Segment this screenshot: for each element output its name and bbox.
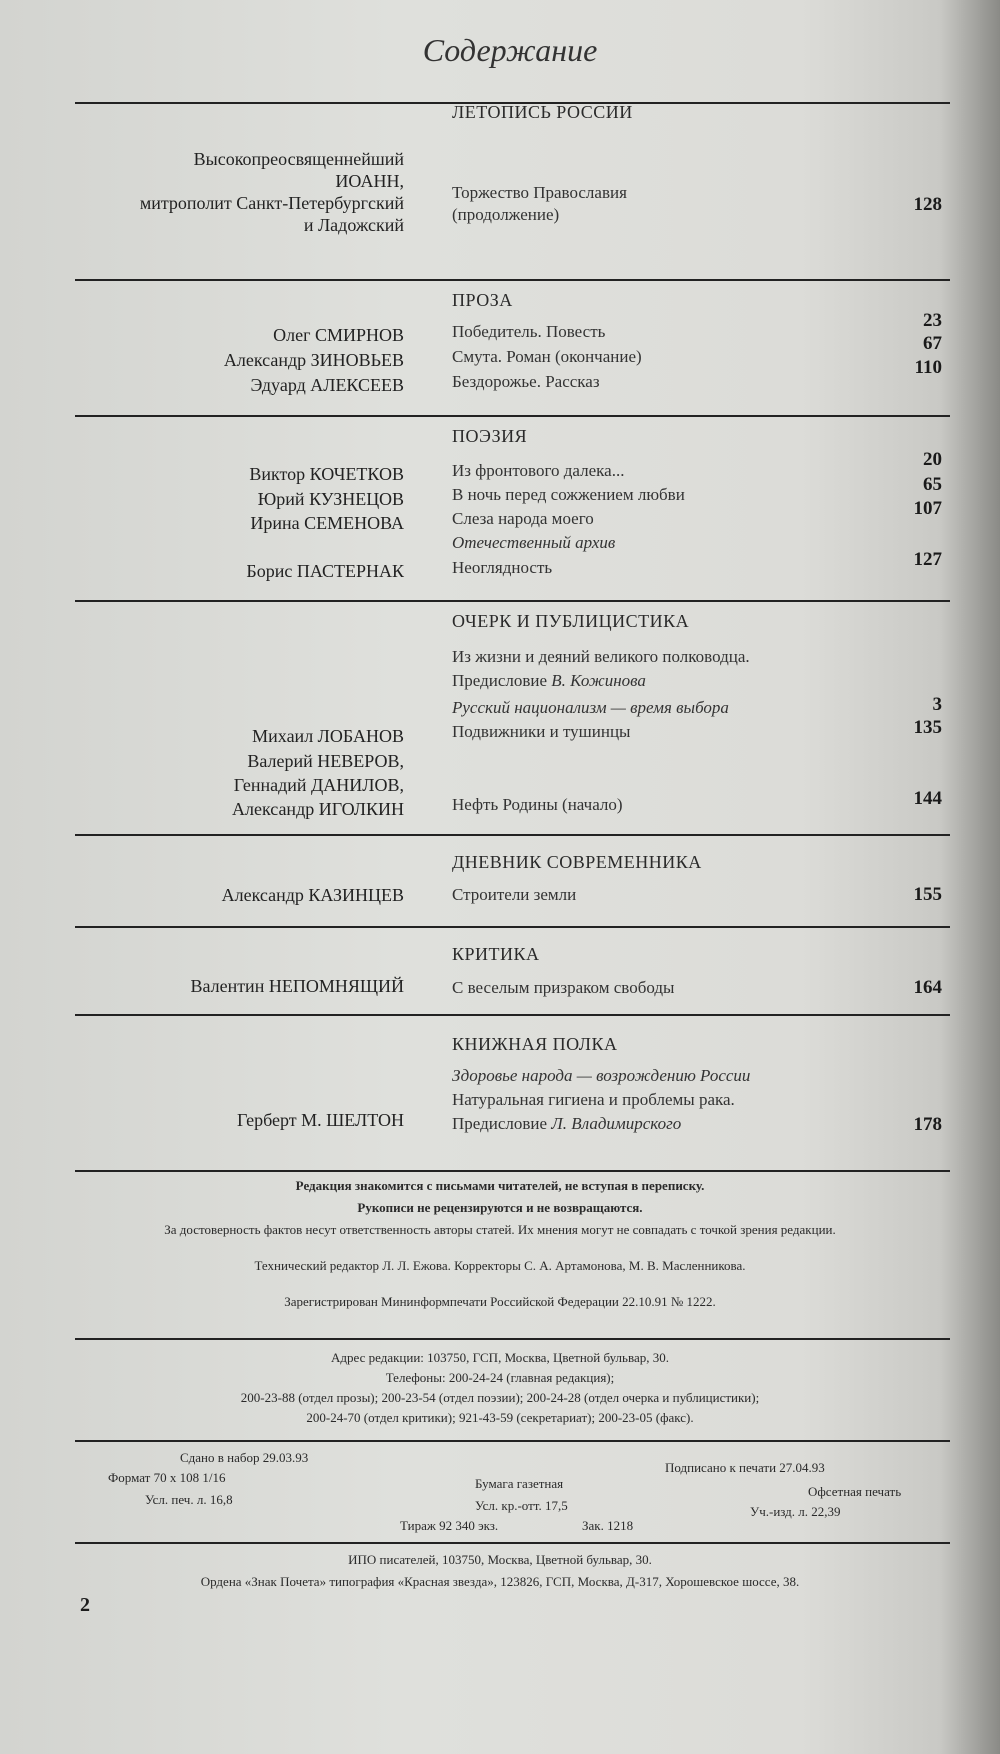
work-title: Подвижники и тушинцы bbox=[452, 722, 631, 741]
divider bbox=[75, 926, 950, 928]
footer-line: Ордена «Знак Почета» типография «Красная звезда», 123826, ГСП, Москва, Д-317, Хорошевское шоссе, 38. bbox=[200, 1574, 800, 1589]
author-name: Михаил ЛОБАНОВ bbox=[252, 726, 404, 746]
section-heading-proza: ПРОЗА bbox=[452, 290, 513, 310]
author-name: Виктор КОЧЕТКОВ bbox=[249, 464, 404, 484]
section-heading-kritika: КРИТИКА bbox=[452, 944, 540, 964]
author-name: Валентин НЕПОМНЯЩИЙ bbox=[190, 976, 404, 996]
work-title: С веселым призраком свободы bbox=[452, 978, 675, 997]
author-name: Эдуард АЛЕКСЕЕВ bbox=[250, 375, 404, 395]
page-ref: 110 bbox=[914, 357, 942, 378]
print-usl-kr: Усл. кр.-отт. 17,5 bbox=[475, 1498, 568, 1513]
section-heading-polka: КНИЖНАЯ ПОЛКА bbox=[452, 1034, 618, 1054]
print-uch-izd: Уч.-изд. л. 22,39 bbox=[750, 1504, 841, 1519]
author-name: Герберт М. ШЕЛТОН bbox=[237, 1110, 404, 1130]
author-name: Ирина СЕМЕНОВА bbox=[250, 513, 404, 533]
author-name: Александр ЗИНОВЬЕВ bbox=[223, 350, 404, 370]
preface-line bbox=[452, 1114, 681, 1134]
notice-line: Рукописи не рецензируются и не возвращаются. bbox=[357, 1200, 643, 1215]
phones-line: 200-24-70 (отдел критики); 921-43-59 (секретариат); 200-23-05 (факс). bbox=[306, 1410, 694, 1425]
phones-line: Телефоны: 200-24-24 (главная редакция); bbox=[385, 1370, 615, 1385]
author-line: Высокопреосвященнейший bbox=[193, 149, 404, 169]
notice-line: За достоверность фактов несут ответственность авторы статей. Их мнения могут не совпадать с точкой зрения редакции. bbox=[164, 1222, 836, 1237]
work-title: Торжество Православия bbox=[452, 183, 627, 202]
divider bbox=[75, 834, 950, 836]
divider bbox=[75, 279, 950, 281]
page-ref: 67 bbox=[923, 333, 942, 354]
page-ref: 178 bbox=[913, 1114, 942, 1135]
divider bbox=[75, 1542, 950, 1544]
work-title: Строители земли bbox=[452, 885, 577, 904]
section-heading-letopis: ЛЕТОПИСЬ РОССИИ bbox=[452, 102, 633, 122]
divider bbox=[75, 1440, 950, 1442]
preface-prefix: Предисловие bbox=[452, 671, 548, 690]
notice-line: Редакция знакомится с письмами читателей, не вступая в переписку. bbox=[295, 1178, 705, 1193]
section-heading-dnevnik: ДНЕВНИК СОВРЕМЕННИКА bbox=[452, 852, 702, 872]
page-ref: 65 bbox=[923, 474, 942, 495]
author-line: митрополит Санкт-Петербургский bbox=[139, 193, 404, 213]
footer-line: ИПО писателей, 103750, Москва, Цветной бульвар, 30. bbox=[348, 1552, 652, 1567]
rubric-label: Отечественный архив bbox=[452, 533, 616, 552]
page-ref: 127 bbox=[913, 549, 942, 570]
divider bbox=[75, 600, 950, 602]
print-usl-pech: Усл. печ. л. 16,8 bbox=[145, 1492, 233, 1507]
work-title: Нефть Родины (начало) bbox=[452, 795, 623, 814]
page-ref: 107 bbox=[913, 498, 942, 519]
preface-line bbox=[452, 671, 646, 691]
page-number: 2 bbox=[80, 1594, 90, 1616]
work-title: Из жизни и деяний великого полководца. bbox=[452, 647, 750, 666]
print-bumaga: Бумага газетная bbox=[475, 1476, 564, 1491]
page-ref: 164 bbox=[913, 977, 942, 998]
work-title: Победитель. Повесть bbox=[452, 322, 606, 341]
author-name: Александр КАЗИНЦЕВ bbox=[221, 885, 404, 905]
work-title: Смута. Роман (окончание) bbox=[452, 347, 642, 366]
tech-editor: Технический редактор Л. Л. Ежова. Корректоры С. А. Артамонова, М. В. Масленникова. bbox=[254, 1258, 746, 1273]
work-title: Из фронтового далека... bbox=[452, 461, 625, 480]
author-name: Александр ИГОЛКИН bbox=[231, 799, 404, 819]
preface-prefix: Предисловие bbox=[452, 1114, 548, 1133]
author-name: Юрий КУЗНЕЦОВ bbox=[257, 489, 404, 509]
work-title: В ночь перед сожжением любви bbox=[452, 485, 685, 504]
phones-line: 200-23-88 (отдел прозы); 200-23-54 (отдел поэзии); 200-24-28 (отдел очерка и публицистики); bbox=[240, 1390, 760, 1405]
page-ref: 155 bbox=[913, 884, 942, 905]
print-tirazh: Тираж 92 340 экз. bbox=[400, 1518, 499, 1533]
author-line: и Ладожский bbox=[303, 215, 404, 235]
work-title: Натуральная гигиена и проблемы рака. bbox=[452, 1090, 735, 1109]
author-name: Валерий НЕВЕРОВ, bbox=[247, 751, 404, 771]
work-title: (продолжение) bbox=[452, 205, 560, 224]
page-ref: 128 bbox=[913, 194, 942, 215]
author-line: ИОАНН, bbox=[335, 171, 404, 191]
page-ref: 3 bbox=[932, 694, 942, 715]
page-title: Содержание bbox=[422, 32, 598, 68]
divider bbox=[75, 1014, 950, 1016]
page-ref: 144 bbox=[913, 788, 942, 809]
work-title: Слеза народа моего bbox=[452, 509, 594, 528]
work-title: Бездорожье. Рассказ bbox=[452, 372, 600, 391]
print-sdano: Сдано в набор 29.03.93 bbox=[180, 1450, 309, 1465]
print-zak: Зак. 1218 bbox=[582, 1518, 634, 1533]
page-ref: 135 bbox=[913, 717, 942, 738]
divider bbox=[75, 1338, 950, 1340]
print-ofset: Офсетная печать bbox=[808, 1484, 902, 1499]
section-heading-poezia: ПОЭЗИЯ bbox=[452, 426, 528, 446]
divider bbox=[75, 415, 950, 417]
work-title: Неоглядность bbox=[452, 558, 553, 577]
address: Адрес редакции: 103750, ГСП, Москва, Цветной бульвар, 30. bbox=[331, 1350, 669, 1365]
divider bbox=[75, 1170, 950, 1172]
author-name: Олег СМИРНОВ bbox=[273, 325, 404, 345]
rubric-label: Здоровье народа — возрождению России bbox=[452, 1066, 751, 1085]
rubric-label: Русский национализм — время выбора bbox=[452, 698, 729, 717]
page-ref: 20 bbox=[923, 449, 942, 470]
author-name: Борис ПАСТЕРНАК bbox=[246, 561, 404, 581]
author-name: Геннадий ДАНИЛОВ, bbox=[233, 775, 404, 795]
preface-author: В. Кожинова bbox=[551, 671, 646, 690]
registration: Зарегистрирован Мининформпечати Российской Федерации 22.10.91 № 1222. bbox=[284, 1294, 716, 1309]
preface-author: Л. Владимирского bbox=[551, 1114, 682, 1133]
print-podpisano: Подписано к печати 27.04.93 bbox=[665, 1460, 825, 1475]
print-format: Формат 70 х 108 1/16 bbox=[108, 1470, 226, 1485]
section-heading-ocherk: ОЧЕРК И ПУБЛИЦИСТИКА bbox=[452, 611, 690, 631]
page-ref: 23 bbox=[923, 310, 942, 331]
